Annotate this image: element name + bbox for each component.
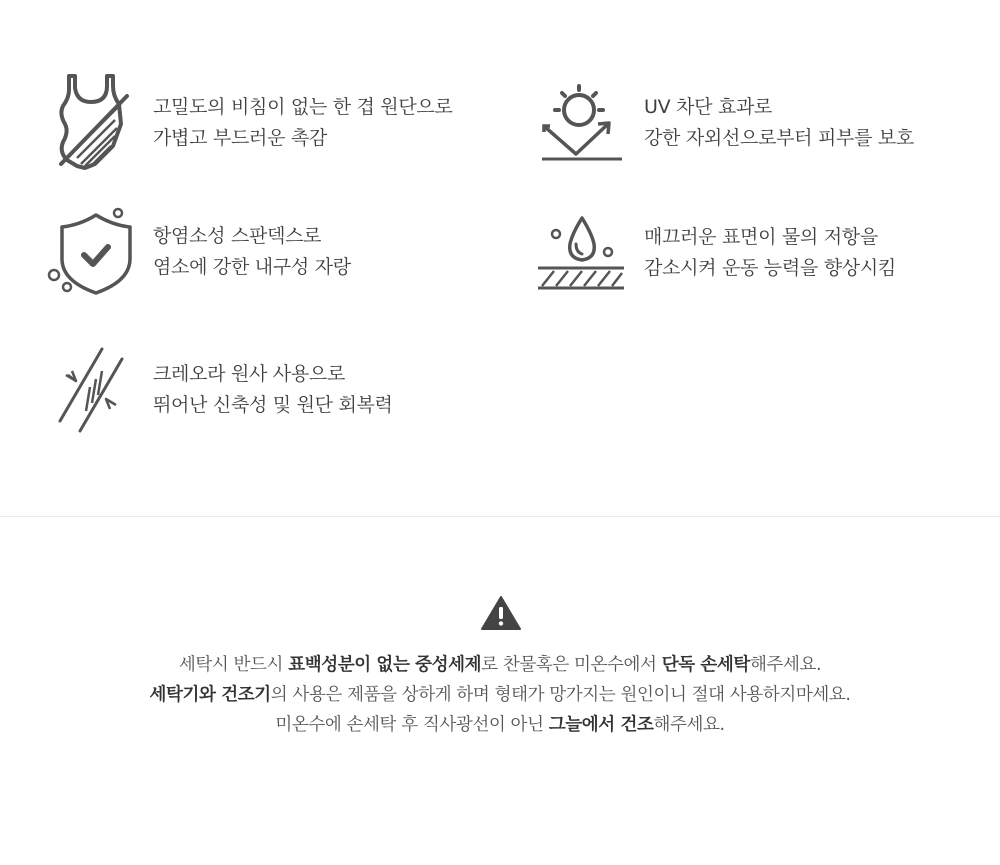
feature-water-text xyxy=(644,222,896,284)
feature-uv-line-1: UV 차단 효과로 xyxy=(644,96,773,118)
feature-water-line-2: 감소시켜 운동 능력을 향상시킴 xyxy=(644,257,896,279)
care-line-2-bold-a: 세탁기와 건조기 xyxy=(149,685,271,705)
feature-stretch-line-1: 크레오라 원사 사용으로 xyxy=(153,363,346,385)
feature-fabric-line-1: 고밀도의 비침이 없는 한 겹 원단으로 xyxy=(153,96,453,118)
care-line-1-text-b: 로 찬물혹은 미온수에서 xyxy=(481,655,662,675)
care-line-3-text-a: 미온수에 손세탁 후 직사광선이 아닌 xyxy=(275,715,549,735)
sun-uv-icon xyxy=(538,84,628,166)
shield-check-icon xyxy=(46,207,136,299)
care-line-1-bold-a: 표백성분이 없는 중성세제 xyxy=(288,655,482,675)
water-drop-icon xyxy=(536,214,628,294)
swimsuit-fabric-icon xyxy=(55,72,135,174)
section-divider xyxy=(0,516,1000,517)
feature-chlorine-line-2: 염소에 강한 내구성 자랑 xyxy=(153,256,351,278)
care-line-2-text-a: 의 사용은 제품을 상하게 하며 형태가 망가지는 원인이니 절대 사용하지마세요. xyxy=(270,685,851,705)
stretch-yarn-icon xyxy=(56,345,128,435)
feature-chlorine-line-1: 항염소성 스판덱스로 xyxy=(153,225,322,247)
feature-fabric-line-2: 가볍고 부드러운 촉감 xyxy=(153,127,327,149)
care-line-1 xyxy=(0,650,1000,680)
care-line-3 xyxy=(0,710,1000,740)
care-line-1-bold-b: 단독 손세탁 xyxy=(661,655,750,675)
warning-icon xyxy=(480,595,522,631)
care-line-1-text-c: 해주세요. xyxy=(749,655,822,675)
care-line-1-text-a: 세탁시 반드시 xyxy=(178,655,289,675)
care-instructions xyxy=(0,650,1000,740)
feature-water-line-1: 매끄러운 표면이 물의 저항을 xyxy=(644,226,878,248)
feature-fabric-text xyxy=(153,92,453,154)
feature-stretch-text xyxy=(153,359,393,421)
feature-chlorine-text xyxy=(153,221,351,283)
feature-uv-text xyxy=(644,92,914,154)
care-line-2 xyxy=(0,680,1000,710)
care-line-3-text-b: 해주세요. xyxy=(653,715,725,735)
feature-stretch-line-2: 뛰어난 신축성 및 원단 회복력 xyxy=(153,394,393,416)
feature-uv-line-2: 강한 자외선으로부터 피부를 보호 xyxy=(644,127,914,149)
care-line-3-bold-a: 그늘에서 건조 xyxy=(548,715,654,735)
